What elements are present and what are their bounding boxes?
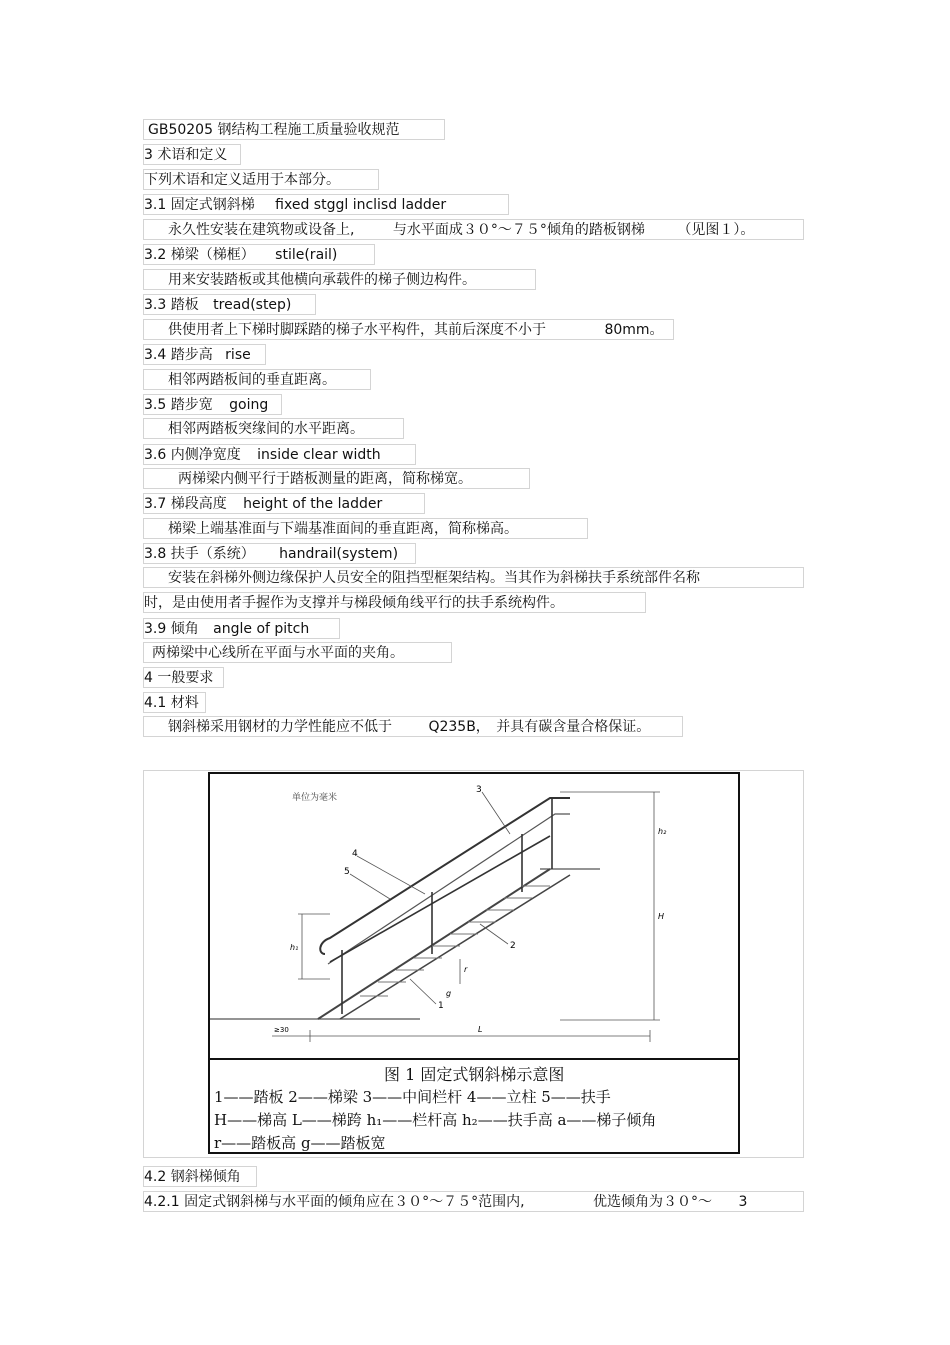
term-english: tread(step) xyxy=(213,297,292,313)
desc-part: 永久性安装在建筑物或设备上, xyxy=(168,222,355,238)
caption-divider xyxy=(210,1058,738,1060)
callout-3: 3 xyxy=(476,785,482,795)
desc-part: Q235B， xyxy=(428,719,490,735)
term-heading: 3.1 固定式钢斜梯 xyxy=(144,197,255,213)
subsection-4-1-desc xyxy=(143,716,683,737)
callout-4: 4 xyxy=(352,849,358,859)
term-3-7-desc: 梯梁上端基准面与下端基准面间的垂直距离，简称梯高。 xyxy=(143,518,588,539)
term-3-1-heading xyxy=(143,194,509,215)
term-3-9-heading xyxy=(143,618,340,639)
desc-part: 与水平面成３０°～７５°倾角的踏板钢梯 xyxy=(392,222,645,238)
text-part: 优选倾角为３０°～ xyxy=(592,1194,712,1210)
term-3-2-heading xyxy=(143,244,375,265)
figure-legend-line2: H——梯高 L——梯跨 h₁——栏杆高 h₂——扶手高 a——梯子倾角 xyxy=(214,1111,657,1129)
term-3-1-desc xyxy=(143,219,804,240)
dim-h1: h₁ xyxy=(290,943,299,952)
desc-part: （见图１）。 xyxy=(677,222,755,238)
desc-part: 供使用者上下梯时脚踩踏的梯子水平构件，其前后深度不小于 xyxy=(168,322,546,338)
section-4-title: 4 一般要求 xyxy=(143,667,224,688)
standard-title: GB50205 钢结构工程施工质量验收规范 xyxy=(143,119,445,140)
subsection-4-2-1-text xyxy=(143,1191,804,1212)
term-3-6-desc: 两梯梁内侧平行于踏板测量的距离，简称梯宽。 xyxy=(143,468,530,489)
desc-part: 钢斜梯采用钢材的力学性能应不低于 xyxy=(168,719,392,735)
term-3-8-desc-line1: 安装在斜梯外侧边缘保护人员安全的阻挡型框架结构。当其作为斜梯扶手系统部件名称 xyxy=(143,567,804,588)
desc-part: 并具有碳含量合格保证。 xyxy=(496,719,651,735)
callout-1: 1 xyxy=(438,1001,444,1011)
term-3-8-heading xyxy=(143,543,416,564)
term-english: inside clear width xyxy=(257,447,381,463)
term-english: fixed stggl inclisd ladder xyxy=(275,197,447,213)
dim-h2: h₂ xyxy=(658,827,667,836)
term-english: stile(rail) xyxy=(275,247,338,263)
term-3-3-heading xyxy=(143,294,316,315)
term-heading: 3.4 踏步高 xyxy=(144,347,213,363)
term-english: rise xyxy=(225,347,251,363)
figure-legend-line3: r——踏板高 g——踏板宽 xyxy=(214,1134,386,1152)
term-heading: 3.6 内侧净宽度 xyxy=(144,447,241,463)
subsection-4-2-heading: 4.2 钢斜梯倾角 xyxy=(143,1166,257,1187)
section-3-title: 3 术语和定义 xyxy=(143,144,241,165)
term-3-5-heading xyxy=(143,394,282,415)
dim-min: ≥30 xyxy=(274,1026,289,1034)
term-heading: 3.8 扶手（系统） xyxy=(144,546,255,562)
term-english: going xyxy=(229,397,269,413)
dim-r: r xyxy=(464,965,468,974)
term-3-6-heading xyxy=(143,444,416,465)
dim-H: H xyxy=(658,912,665,921)
term-heading: 3.7 梯段高度 xyxy=(144,496,227,512)
term-3-7-heading xyxy=(143,493,425,514)
term-3-5-desc: 相邻两踏板突缘间的水平距离。 xyxy=(143,418,404,439)
term-3-8-desc-line2: 时，是由使用者手握作为支撑并与梯段倾角线平行的扶手系统构件。 xyxy=(143,592,646,613)
term-heading: 3.2 梯梁（梯框） xyxy=(144,247,255,263)
term-english: handrail(system) xyxy=(279,546,399,562)
term-3-3-desc xyxy=(143,319,674,340)
dim-g: g xyxy=(446,989,452,998)
dim-L: L xyxy=(478,1025,483,1034)
term-3-9-desc: 两梯梁中心线所在平面与水平面的夹角。 xyxy=(143,642,452,663)
term-3-2-desc: 用来安装踏板或其他横向承载件的梯子侧边构件。 xyxy=(143,269,536,290)
term-heading: 3.5 踏步宽 xyxy=(144,397,213,413)
figure-legend-line1: 1——踏板 2——梯梁 3——中间栏杆 4——立柱 5——扶手 xyxy=(214,1088,611,1106)
stair-diagram xyxy=(210,774,738,1060)
term-3-4-desc: 相邻两踏板间的垂直距离。 xyxy=(143,369,371,390)
desc-part: 80mm。 xyxy=(604,322,664,338)
term-3-4-heading xyxy=(143,344,266,365)
callout-2: 2 xyxy=(510,941,516,951)
text-part: 4.2.1 固定式钢斜梯与水平面的倾角应在３０°～７５°范围内, xyxy=(144,1194,525,1210)
term-english: angle of pitch xyxy=(213,621,310,637)
term-heading: 3.3 踏板 xyxy=(144,297,199,313)
unit-note: 单位为毫米 xyxy=(292,793,338,803)
section-3-intro: 下列术语和定义适用于本部分。 xyxy=(143,169,379,190)
term-english: height of the ladder xyxy=(243,496,383,512)
term-heading: 3.9 倾角 xyxy=(144,621,199,637)
callout-5: 5 xyxy=(344,867,350,877)
subsection-4-1-heading: 4.1 材料 xyxy=(143,692,206,713)
figure-caption-title: 图 1 固定式钢斜梯示意图 xyxy=(384,1065,565,1084)
text-part: 3 xyxy=(738,1194,748,1210)
